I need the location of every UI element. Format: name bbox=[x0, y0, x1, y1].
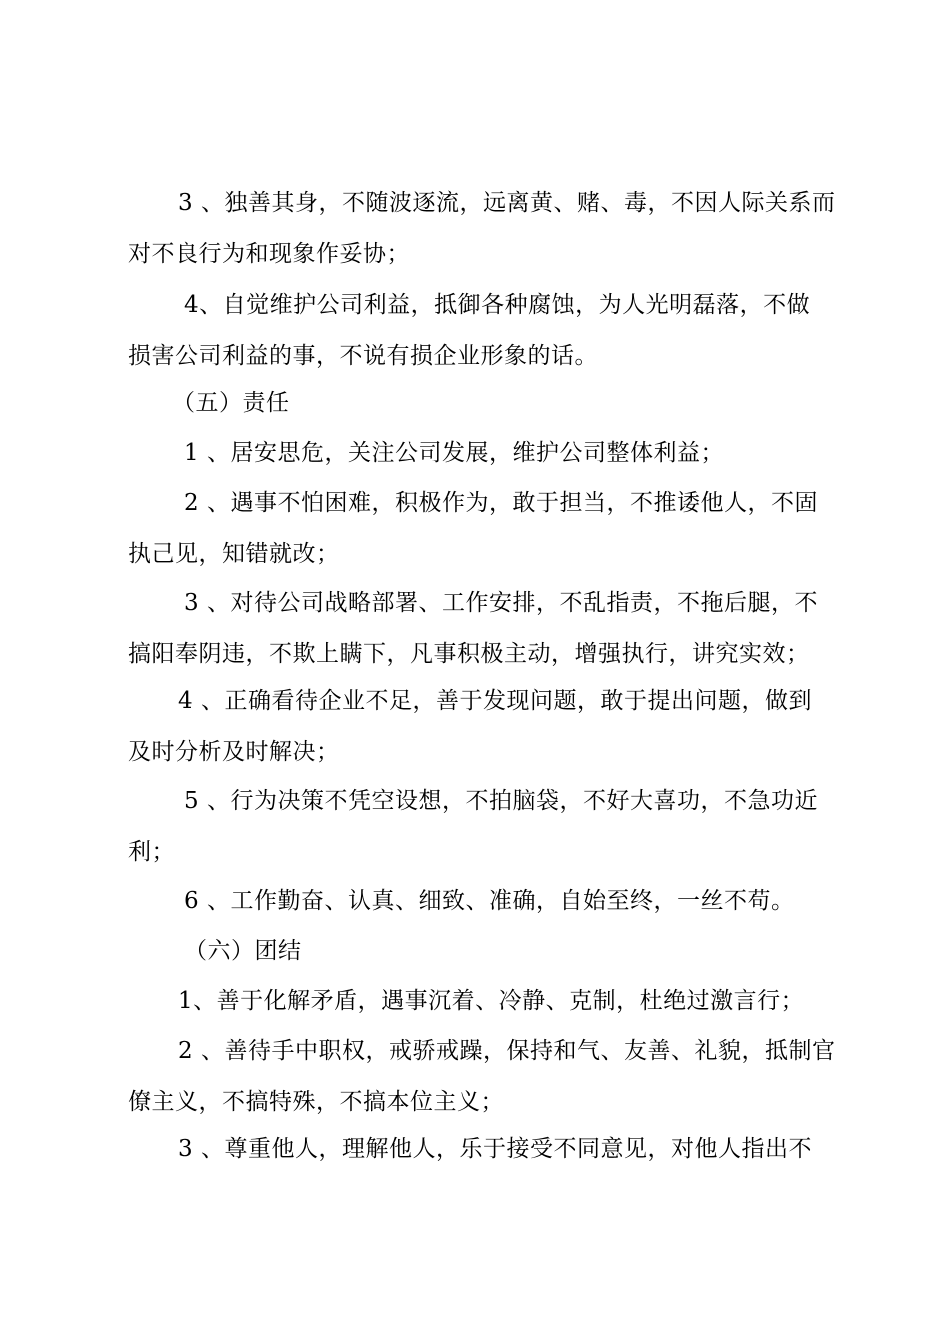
section-heading-responsibility bbox=[128, 378, 834, 429]
text-line: 搞阳奉阴违，不欺上瞒下，凡事积极主动，增强执行，讲究实效； bbox=[128, 641, 810, 667]
paragraph-responsibility-1 bbox=[128, 428, 834, 479]
text-line: （五）责任 bbox=[172, 390, 290, 416]
paragraph-unity-1 bbox=[128, 976, 834, 1027]
text-line: 2 、善待手中职权，戒骄戒躁，保持和气、友善、礼貌，抵制官 bbox=[178, 1038, 836, 1064]
paragraph-responsibility-5 bbox=[128, 776, 834, 878]
paragraph-responsibility-4 bbox=[128, 676, 834, 778]
text-line: 3 、对待公司战略部署、工作安排，不乱指责，不拖后腿，不 bbox=[184, 590, 818, 616]
text-line: （六）团结 bbox=[184, 938, 302, 964]
paragraph-responsibility-3 bbox=[128, 578, 834, 680]
text-line: 对不良行为和现象作妥协； bbox=[128, 241, 410, 267]
text-line: 3 、独善其身，不随波逐流，远离黄、赌、毒，不因人际关系而 bbox=[178, 190, 836, 216]
paragraph-responsibility-6 bbox=[128, 876, 834, 927]
text-line: 1、善于化解矛盾，遇事沉着、冷静、克制，杜绝过激言行； bbox=[178, 988, 805, 1014]
text-line: 4 、正确看待企业不足，善于发现问题，敢于提出问题，做到 bbox=[178, 688, 812, 714]
text-line: 3 、尊重他人，理解他人，乐于接受不同意见，对他人指出不 bbox=[178, 1136, 812, 1162]
paragraph-integrity-3 bbox=[128, 178, 834, 280]
paragraph-unity-2 bbox=[128, 1026, 834, 1128]
text-line: 执己见，知错就改； bbox=[128, 541, 340, 567]
text-line: 及时分析及时解决； bbox=[128, 739, 340, 765]
text-line: 僚主义，不搞特殊，不搞本位主义； bbox=[128, 1089, 504, 1115]
paragraph-integrity-4 bbox=[128, 280, 834, 382]
text-line: 利； bbox=[128, 839, 175, 865]
text-line: 6 、工作勤奋、认真、细致、准确，自始至终，一丝不苟。 bbox=[184, 888, 795, 914]
text-line: 2 、遇事不怕困难，积极作为，敢于担当，不推诿他人，不固 bbox=[184, 490, 818, 516]
paragraph-unity-3 bbox=[128, 1124, 834, 1175]
text-line: 1 、居安思危，关注公司发展，维护公司整体利益； bbox=[184, 440, 724, 466]
text-line: 5 、行为决策不凭空设想，不拍脑袋，不好大喜功，不急功近 bbox=[184, 788, 818, 814]
text-line: 损害公司利益的事，不说有损企业形象的话。 bbox=[128, 343, 598, 369]
section-heading-unity bbox=[128, 926, 834, 977]
text-line: 4、自觉维护公司利益，抵御各种腐蚀，为人光明磊落，不做 bbox=[184, 292, 811, 318]
paragraph-responsibility-2 bbox=[128, 478, 834, 580]
